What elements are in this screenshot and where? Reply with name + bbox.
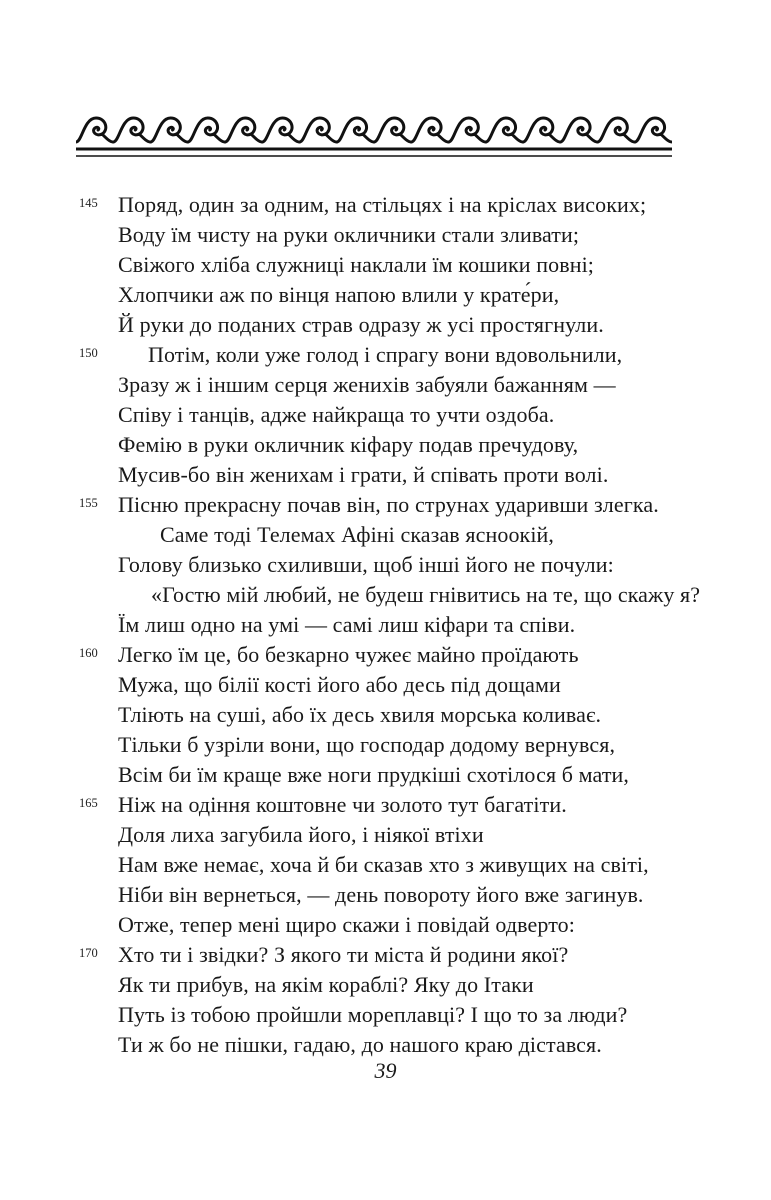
verse-line [0,580,771,610]
verse-text: Мусив-бо він женихам і грати, й співать проти волі. [118,462,609,487]
verse-line [0,310,771,340]
verse-text: Як ти прибув, на якім кораблі? Яку до Ітаки [118,972,534,997]
verse-line [0,700,771,730]
wave-ornament-border [76,110,672,160]
verse-line [0,940,771,970]
verse-line [0,490,771,520]
verse-line [0,730,771,760]
verse-text: Зразу ж і іншим серця женихів забуяли бажанням — [118,372,616,397]
verse-text: Їм лиш одно на умі — самі лиш кіфари та співи. [118,612,576,637]
verse-text: Саме тоді Телемах Афіні сказав ясноокій, [160,522,555,547]
verse-text: Поряд, один за одним, на стільцях і на кріслах високих; [118,192,647,217]
verse-text: Нам вже немає, хоча й би сказав хто з живущих на світі, [118,852,649,877]
verse-line [0,430,771,460]
line-number: 150 [79,346,98,360]
verse-text: Отже, тепер мені щиро скажи і повідай одверто: [118,912,575,937]
verse-line [0,880,771,910]
verse-line [0,670,771,700]
verse-text: Пісню прекрасну почав він, по струнах ударивши злегка. [118,492,659,517]
verse-line [0,970,771,1000]
verse-line [0,520,771,550]
verse-line [0,1000,771,1030]
verse-line [0,400,771,430]
verse-line [0,340,771,370]
line-number: 160 [79,646,98,660]
verse-line [0,550,771,580]
verse-text: Ти ж бо не пішки, гадаю, до нашого краю дістався. [118,1032,602,1057]
line-number: 165 [79,796,98,810]
verse-text: Путь із тобою пройшли мореплавці? І що то за люди? [118,1002,628,1027]
verse-text: Ніби він вернеться, — день повороту його вже загинув. [118,882,644,907]
verse-line [0,610,771,640]
verse-text: «Гостю мій любий, не будеш гнівитись на те, що скажу я? [151,582,701,607]
verse-text: Мужа, що білії кості його або десь під дощами [118,672,561,697]
verse-text: Свіжого хліба служниці наклали їм кошики повні; [118,252,594,277]
verse-line [0,460,771,490]
line-number: 170 [79,946,98,960]
verse-line [0,1030,771,1060]
verse-line [0,220,771,250]
page-number: 39 [374,1058,397,1083]
verse-text: Легко їм це, бо безкарно чужеє майно проїдають [118,642,579,667]
verse-line [0,640,771,670]
verse-text: Тільки б узріли вони, що господар додому вернувся, [118,732,616,757]
verse-text: Тліють на суші, або їх десь хвиля морська коливає. [118,702,602,727]
verse-text: Всім би їм краще вже ноги прудкіші схотілося б мати, [118,762,630,787]
verse-text: Потім, коли уже голод і спрагу вони вдовольнили, [148,342,623,367]
verse-line [0,760,771,790]
verse-text: Доля лиха загубила його, і ніякої втіхи [118,822,484,847]
verse-text: Фемію в руки окличник кіфару подав пречудову, [118,432,579,457]
verse-line [0,280,771,310]
verse-text: Співу і танців, адже найкраща то учти оздоба. [118,402,555,427]
verse-line [0,850,771,880]
line-number: 155 [79,496,98,510]
verse-text: Воду їм чисту на руки окличники стали зливати; [118,222,580,247]
verse-line [0,250,771,280]
verse-text: Хлопчики аж по вінця напою влили у крате́ри, [118,282,560,307]
verse-text: Й руки до поданих страв одразу ж усі простягнули. [118,312,604,337]
verse-text: Ніж на одіння коштовне чи золото тут багатіти. [118,792,567,817]
verse-text: Голову близько схиливши, щоб інші його не почули: [118,552,614,577]
verse-line [0,790,771,820]
verse-text: Хто ти і звідки? З якого ти міста й родини якої? [118,942,569,967]
line-number: 145 [79,196,98,210]
verse-line [0,370,771,400]
verse-line [0,910,771,940]
verse-line [0,190,771,220]
verse-line [0,820,771,850]
